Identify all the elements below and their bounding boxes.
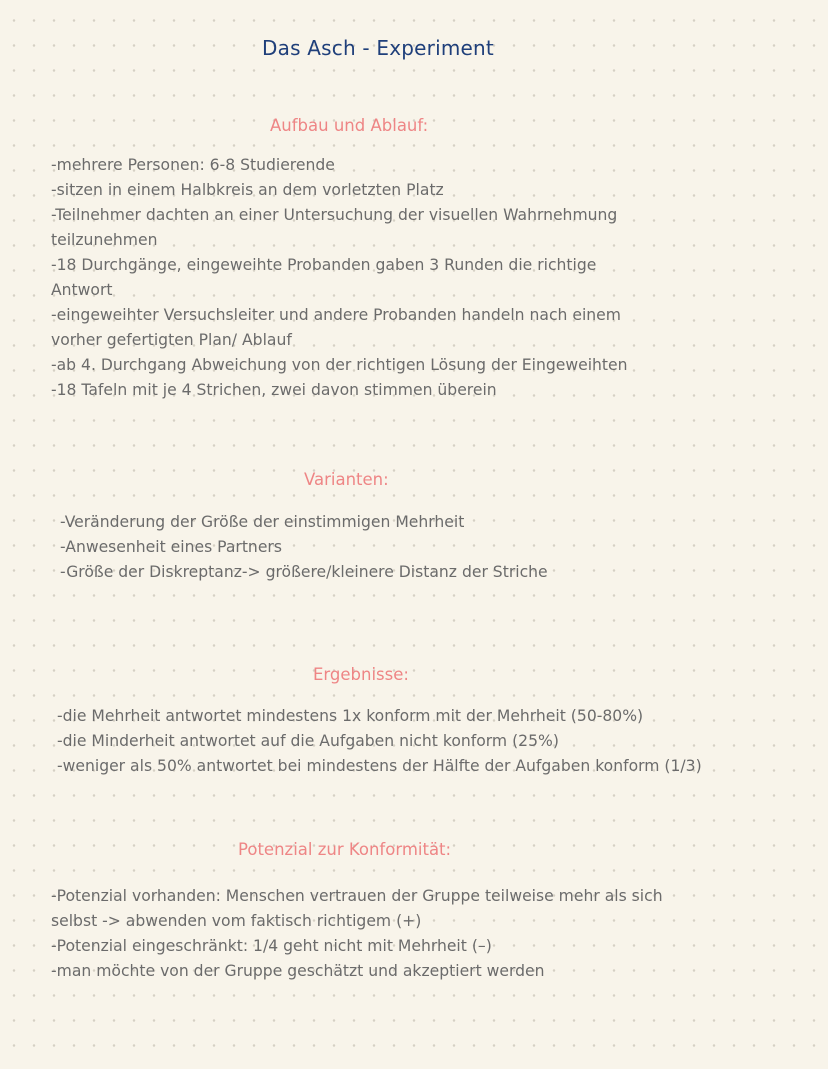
text-line: -Teilnehmer dachten an einer Untersuchung der visuellen Wahrnehmung	[51, 206, 618, 224]
text-line: -mehrere Personen: 6-8 Studierende	[51, 156, 335, 174]
text-line: teilzunehmen	[51, 231, 158, 249]
text-line: -die Mehrheit antwortet mindestens 1x konform mit der Mehrheit (50-80%)	[57, 707, 644, 725]
text-line: -man möchte von der Gruppe geschätzt und akzeptiert werden	[51, 962, 545, 980]
text-line: -Anwesenheit eines Partners	[60, 538, 282, 556]
section-heading-potenzial: Potenzial zur Konformität:	[238, 840, 452, 859]
text-line: -Potenzial eingeschränkt: 1/4 geht nicht mit Mehrheit (–)	[51, 937, 492, 955]
page-title: Das Asch - Experiment	[262, 36, 494, 60]
text-line: -18 Durchgänge, eingeweihte Probanden gaben 3 Runden die richtige	[51, 256, 597, 274]
section-heading-varianten: Varianten:	[304, 470, 389, 489]
text-line: vorher gefertigten Plan/ Ablauf	[51, 331, 292, 349]
text-line: Antwort	[51, 281, 113, 299]
section-ergebnisse-list	[57, 704, 702, 779]
section-potenzial-list	[51, 884, 663, 984]
text-line: -die Minderheit antwortet auf die Aufgaben nicht konform (25%)	[57, 732, 559, 750]
text-line: selbst -> abwenden vom faktisch richtigem (+)	[51, 912, 422, 930]
section-heading-aufbau: Aufbau und Ablauf:	[270, 116, 429, 135]
section-heading-ergebnisse: Ergebnisse:	[313, 665, 409, 684]
section-aufbau-list	[51, 153, 628, 403]
text-line: -Potenzial vorhanden: Menschen vertrauen der Gruppe teilweise mehr als sich	[51, 887, 663, 905]
text-line: -ab 4. Durchgang Abweichung von der richtigen Lösung der Eingeweihten	[51, 356, 628, 374]
section-varianten-list	[60, 510, 548, 585]
text-line: -Veränderung der Größe der einstimmigen Mehrheit	[60, 513, 465, 531]
text-line: -weniger als 50% antwortet bei mindestens der Hälfte der Aufgaben konform (1/3)	[57, 757, 702, 775]
text-line: -sitzen in einem Halbkreis an dem vorletzten Platz	[51, 181, 444, 199]
text-line: -eingeweihter Versuchsleiter und andere Probanden handeln nach einem	[51, 306, 621, 324]
text-line: -18 Tafeln mit je 4 Strichen, zwei davon stimmen überein	[51, 381, 497, 399]
text-line: -Größe der Diskreptanz-> größere/kleinere Distanz der Striche	[60, 563, 548, 581]
